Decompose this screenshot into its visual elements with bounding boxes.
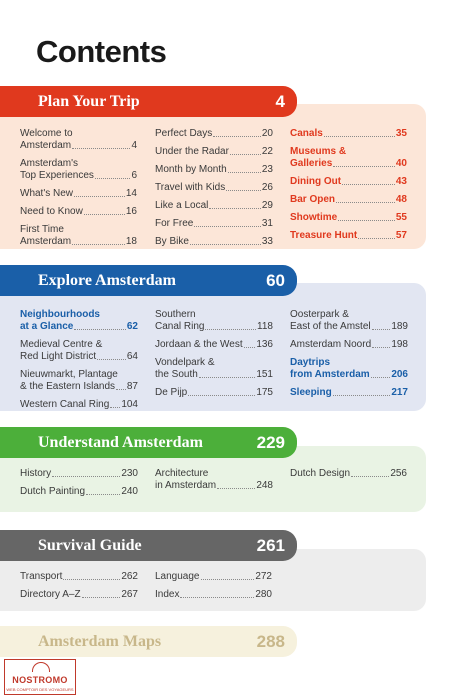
entry-page: 230 bbox=[121, 468, 138, 479]
section-page: 261 bbox=[256, 535, 285, 555]
entry-label: Treasure Hunt bbox=[290, 230, 358, 241]
toc-entry[interactable] bbox=[155, 387, 273, 399]
entry-page: 18 bbox=[125, 236, 137, 247]
toc-entry[interactable] bbox=[290, 146, 407, 170]
nostromo-logo bbox=[4, 659, 76, 695]
entry-label-line: Medieval Centre & bbox=[20, 339, 103, 350]
toc-column bbox=[155, 571, 272, 607]
toc-entry[interactable] bbox=[155, 182, 273, 194]
entry-page: 189 bbox=[391, 321, 408, 332]
toc-entry[interactable] bbox=[20, 158, 137, 182]
section-header-plan[interactable] bbox=[0, 86, 297, 117]
toc-column bbox=[290, 128, 407, 248]
toc-entry[interactable] bbox=[290, 212, 407, 224]
entry-page: 43 bbox=[395, 176, 407, 187]
toc-column bbox=[20, 468, 138, 504]
entry-label: Index bbox=[155, 589, 180, 600]
toc-column bbox=[155, 309, 273, 405]
entry-page: 248 bbox=[256, 480, 273, 491]
toc-entry[interactable] bbox=[20, 339, 138, 363]
entry-label: Directory A–Z bbox=[20, 589, 81, 600]
entry-page: 14 bbox=[125, 188, 137, 199]
toc-entry[interactable] bbox=[20, 369, 138, 393]
entry-label-line: Red Light District bbox=[20, 351, 97, 362]
entry-page: 217 bbox=[391, 387, 408, 398]
toc-entry[interactable] bbox=[155, 200, 273, 212]
entry-page: 31 bbox=[261, 218, 273, 229]
entry-label: Jordaan & the West bbox=[155, 339, 243, 350]
entry-label: Travel with Kids bbox=[155, 182, 226, 193]
entry-label: Under the Radar bbox=[155, 146, 229, 157]
entry-page: 151 bbox=[256, 369, 273, 380]
toc-entry[interactable] bbox=[20, 206, 137, 218]
entry-page: 33 bbox=[261, 236, 273, 247]
toc-column bbox=[155, 128, 273, 254]
entry-page: 240 bbox=[121, 486, 138, 497]
entry-label-line: Welcome to bbox=[20, 128, 73, 139]
entry-page: 267 bbox=[121, 589, 138, 600]
section-title: Understand Amsterdam bbox=[38, 433, 203, 451]
section-title: Explore Amsterdam bbox=[38, 271, 176, 289]
entry-label-line: Southern bbox=[155, 309, 196, 320]
entry-page: 62 bbox=[126, 321, 138, 332]
entry-label-line: Oosterpark & bbox=[290, 309, 349, 320]
toc-entry[interactable] bbox=[155, 339, 273, 351]
toc-column bbox=[155, 468, 273, 498]
section-header-survival[interactable] bbox=[0, 530, 297, 561]
section-page: 4 bbox=[275, 91, 285, 111]
logo-tagline: WEB COMPTOIR DES VOYAGEURS bbox=[6, 687, 74, 692]
entry-page: 272 bbox=[255, 571, 272, 582]
toc-column bbox=[20, 571, 138, 607]
page-title: Contents bbox=[36, 34, 167, 69]
toc-column bbox=[20, 309, 138, 417]
entry-label-line: Top Experiences bbox=[20, 170, 94, 181]
toc-entry[interactable] bbox=[155, 128, 273, 140]
section-title: Survival Guide bbox=[38, 536, 142, 554]
logo-name: NOSTROMO bbox=[12, 675, 68, 685]
section-title: Plan Your Trip bbox=[38, 92, 140, 110]
section-page: 60 bbox=[266, 270, 285, 290]
entry-label-line: Museums & bbox=[290, 146, 347, 157]
toc-entry[interactable] bbox=[155, 357, 273, 381]
entry-label: Bar Open bbox=[290, 194, 336, 205]
entry-label-line: Amsterdam bbox=[20, 140, 72, 151]
entry-page: 48 bbox=[395, 194, 407, 205]
entry-label: Like a Local bbox=[155, 200, 209, 211]
entry-label: Dutch Painting bbox=[20, 486, 86, 497]
entry-page: 26 bbox=[261, 182, 273, 193]
entry-label-line: Nieuwmarkt, Plantage bbox=[20, 369, 118, 380]
entry-label-line: in Amsterdam bbox=[155, 480, 217, 491]
entry-page: 64 bbox=[126, 351, 138, 362]
entry-page: 118 bbox=[257, 321, 273, 332]
entry-page: 57 bbox=[395, 230, 407, 241]
toc-entry[interactable] bbox=[290, 230, 407, 242]
toc-entry[interactable] bbox=[20, 589, 138, 601]
entry-label-line: Architecture bbox=[155, 468, 209, 479]
toc-entry[interactable] bbox=[290, 339, 408, 351]
entry-label: Showtime bbox=[290, 212, 338, 223]
entry-label-line: Canal Ring bbox=[155, 321, 205, 332]
toc-entry[interactable] bbox=[20, 486, 138, 498]
toc-entry[interactable] bbox=[290, 309, 408, 333]
entry-page: 6 bbox=[131, 170, 137, 181]
toc-entry[interactable] bbox=[290, 194, 407, 206]
toc-entry[interactable] bbox=[20, 188, 137, 200]
entry-page: 35 bbox=[395, 128, 407, 139]
toc-entry[interactable] bbox=[155, 236, 273, 248]
entry-label-line: Amsterdam's bbox=[20, 158, 79, 169]
section-title: Amsterdam Maps bbox=[38, 632, 162, 650]
entry-page: 136 bbox=[256, 339, 273, 350]
entry-label-line: the South bbox=[155, 369, 198, 380]
entry-label-line: Galleries bbox=[290, 158, 333, 169]
toc-entry[interactable] bbox=[290, 176, 407, 188]
entry-page: 175 bbox=[256, 387, 273, 398]
entry-label-line: Daytrips bbox=[290, 357, 331, 368]
entry-page: 206 bbox=[391, 369, 408, 380]
toc-entry[interactable] bbox=[155, 164, 273, 176]
entry-label-line: East of the Amstel bbox=[290, 321, 371, 332]
toc-entry[interactable] bbox=[155, 571, 272, 583]
entry-label: Dining Out bbox=[290, 176, 342, 187]
toc-entry[interactable] bbox=[20, 128, 137, 152]
entry-label-line: & the Eastern Islands bbox=[20, 381, 116, 392]
entry-label-line: Vondelpark & bbox=[155, 357, 215, 368]
section-page: 229 bbox=[256, 432, 285, 452]
section-page: 288 bbox=[256, 631, 285, 651]
entry-label-line: from Amsterdam bbox=[290, 369, 370, 380]
entry-page: 256 bbox=[390, 468, 407, 479]
toc-entry[interactable] bbox=[20, 309, 138, 333]
entry-page: 40 bbox=[395, 158, 407, 169]
entry-page: 20 bbox=[261, 128, 273, 139]
entry-label: For Free bbox=[155, 218, 194, 229]
entry-page: 29 bbox=[261, 200, 273, 211]
entry-label: Amsterdam Noord bbox=[290, 339, 372, 350]
toc-entry[interactable] bbox=[155, 589, 272, 601]
entry-label-line: Neighbourhoods bbox=[20, 309, 100, 320]
entry-label: Dutch Design bbox=[290, 468, 351, 479]
entry-label-line: First Time bbox=[20, 224, 64, 235]
toc-entry[interactable] bbox=[155, 146, 273, 158]
toc-entry[interactable] bbox=[20, 399, 138, 411]
toc-entry[interactable] bbox=[20, 468, 138, 480]
toc-entry[interactable] bbox=[155, 468, 273, 492]
entry-page: 55 bbox=[395, 212, 407, 223]
toc-column bbox=[20, 128, 137, 254]
entry-page: 4 bbox=[131, 140, 137, 151]
entry-label-line: Amsterdam bbox=[20, 236, 72, 247]
entry-page: 16 bbox=[125, 206, 137, 217]
toc-entry[interactable] bbox=[20, 224, 137, 248]
toc-entry[interactable] bbox=[290, 387, 408, 399]
section-header-explore[interactable] bbox=[0, 265, 297, 296]
entry-label: Need to Know bbox=[20, 206, 83, 217]
entry-page: 198 bbox=[391, 339, 408, 350]
entry-label-line: at a Glance bbox=[20, 321, 74, 332]
toc-column bbox=[290, 309, 408, 405]
entry-label: De Pijp bbox=[155, 387, 188, 398]
entry-page: 22 bbox=[261, 146, 273, 157]
toc-column bbox=[290, 468, 407, 486]
entry-label: Sleeping bbox=[290, 387, 332, 398]
toc-entry[interactable] bbox=[155, 218, 273, 230]
toc-entry[interactable] bbox=[20, 571, 138, 583]
entry-page: 87 bbox=[126, 381, 138, 392]
entry-label: Transport bbox=[20, 571, 63, 582]
entry-page: 280 bbox=[255, 589, 272, 600]
entry-label: What's New bbox=[20, 188, 74, 199]
toc-entry[interactable] bbox=[290, 128, 407, 140]
entry-label: Western Canal Ring bbox=[20, 399, 110, 410]
entry-page: 23 bbox=[261, 164, 273, 175]
entry-page: 262 bbox=[121, 571, 138, 582]
entry-label: Month by Month bbox=[155, 164, 227, 175]
globe-icon bbox=[32, 662, 50, 672]
toc-entry[interactable] bbox=[290, 468, 407, 480]
entry-page: 104 bbox=[121, 399, 138, 410]
entry-label: Perfect Days bbox=[155, 128, 213, 139]
section-header-understand[interactable] bbox=[0, 427, 297, 458]
toc-entry[interactable] bbox=[155, 309, 273, 333]
entry-label: Language bbox=[155, 571, 200, 582]
entry-label: By Bike bbox=[155, 236, 189, 247]
entry-label: History bbox=[20, 468, 52, 479]
entry-label: Canals bbox=[290, 128, 323, 139]
section-header-maps[interactable] bbox=[0, 626, 297, 657]
toc-entry[interactable] bbox=[290, 357, 408, 381]
